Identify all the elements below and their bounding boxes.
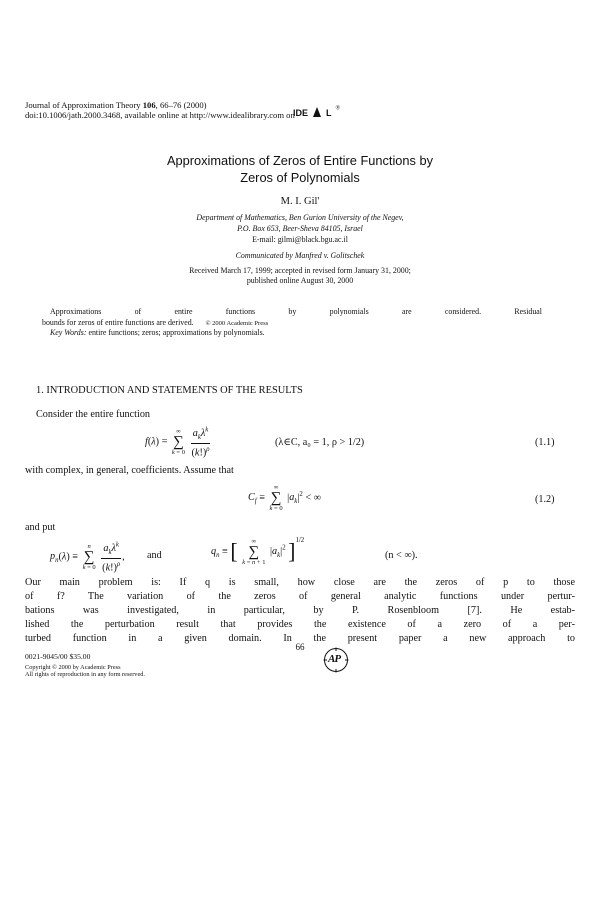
abstract-line-1: Approximations of entire functions by polynomials are considered. Residual	[50, 307, 542, 316]
equation-1-1-label: (1.1)	[535, 437, 555, 448]
journal-citation: Journal of Approximation Theory 106, 66–76 (2000)	[25, 100, 207, 110]
article-title-line-1: Approximations of Zeros of Entire Functions by	[166, 153, 433, 168]
paragraph-line-3: bations was investigated, in particular, by P. Rosenbloom [7]. He estab-	[25, 605, 575, 616]
doi-text: doi:10.1006/jath.2000.3468, available online at http://www.idealibrary.com on	[25, 110, 295, 120]
equation-qn: $q_n$ ≡ [ ∞ ∑ k = n + 1 $|a_k|^2$ ]$^{1/2}$	[211, 537, 305, 566]
rights-line: All rights of reproduction in any form reserved.	[25, 671, 145, 678]
paragraph-line-4: lished the perturbation result that provides the existence of a zero of a per-	[25, 619, 575, 630]
and-put: and put	[25, 522, 56, 533]
paragraph-line-1: Our main problem is: If q is small, how close are the zeros of p to those	[25, 577, 575, 588]
received-line-1: Received March 17, 1999; accepted in revised form January 31, 2000;	[189, 266, 411, 275]
communicated-by: Communicated by Manfred v. Golitschek	[235, 251, 365, 260]
author: M. I. Gil'	[280, 196, 320, 207]
paragraph-line-5: turbed function in a given domain. In the present paper a new approach to	[25, 633, 575, 644]
keywords: Key Words: entire functions; zeros; approximations by polynomials.	[50, 328, 265, 337]
ap-logo-letters: AP	[328, 653, 341, 665]
abstract-copyright: © 2000 Academic Press	[205, 320, 269, 327]
equation-qn-condition: (n < ∞).	[385, 550, 418, 561]
page-number: 66	[295, 642, 305, 652]
doi-line	[25, 110, 295, 120]
affiliation-line-2: P.O. Box 653, Beer-Sheva 84105, Israel	[237, 224, 363, 233]
equation-1-1-condition: (λ∈C, a₀ = 1, ρ > 1/2)	[275, 437, 365, 448]
price-line: 0021-9045/00 $35.00	[25, 652, 91, 661]
equation-1-2-label: (1.2)	[535, 494, 555, 505]
equation-1-1: f(λ) = ∞ ∑ k = 0 $\frac{a_k\lambda^k}{(k!)^\rho}$	[145, 427, 210, 459]
section-heading: 1. INTRODUCTION AND STATEMENTS OF THE RESULTS	[36, 385, 303, 396]
ideal-logo: IDE L ®	[293, 105, 341, 118]
copyright-line: Copyright © 2000 by Academic Press	[25, 664, 121, 671]
article-title-line-2: Zeros of Polynomials	[240, 170, 360, 185]
author-email: E-mail: gilmi@black.bgu.ac.il	[252, 235, 348, 244]
ideal-arrow-icon	[312, 106, 322, 118]
equation-pn: $p_n(\lambda)$ ≡ n ∑ k = 0 $\frac{a_k\lambda^k}{(k!)^\rho}$ ,	[50, 542, 125, 574]
academic-press-logo	[323, 647, 349, 673]
equation-1-2: $C_f$ ≡ ∞ ∑ k = 0 $|a_k|^2$ < ∞	[248, 484, 321, 512]
equation-and: and	[147, 550, 162, 561]
paragraph-line-2: of f? The variation of the zeros of general analytic functions under pertur-	[25, 591, 575, 602]
affiliation-line-1: Department of Mathematics, Ben Gurion University of the Negev,	[196, 213, 404, 222]
intro-sentence: Consider the entire function	[36, 409, 151, 420]
received-line-2: published online August 30, 2000	[246, 276, 354, 285]
abstract-line-2: bounds for zeros of entire functions are derived. © 2000 Academic Press	[42, 318, 269, 327]
after-equation-1: with complex, in general, coefficients. Assume that	[25, 465, 234, 476]
